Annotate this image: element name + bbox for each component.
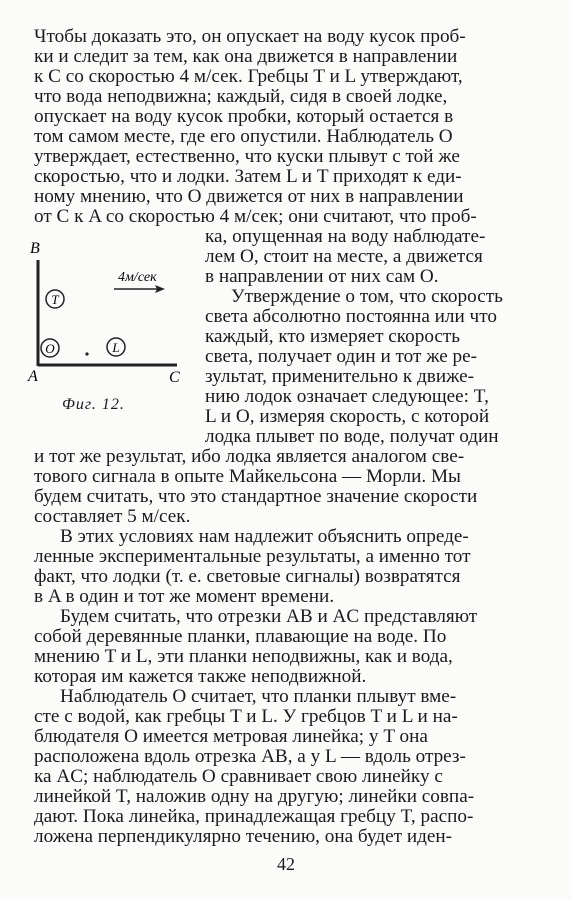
label-a: A (28, 368, 38, 385)
text-line: Будем считать, что отрезки AB и AC представляют (60, 606, 478, 627)
text-line: нию лодок означает следующее: T, (205, 386, 489, 407)
text-line: света абсолютно постоянна или что (205, 306, 497, 327)
text-line: утверждает, естественно, что куски плывут с той же (34, 146, 460, 167)
text-line: которая им кажется также неподвижной. (34, 666, 367, 687)
text-line: скоростью, что и лодки. Затем L и T приходят к еди- (34, 166, 462, 187)
text-line: лодка плывет по воде, получат один (205, 426, 499, 447)
figure-caption: Фиг. 12. (62, 396, 125, 413)
figure-12-diagram (26, 236, 196, 386)
text-line: тового сигнала в опыте Майкельсона — Морли. Мы (34, 466, 461, 487)
page-number: 42 (277, 854, 295, 874)
text-line: от C к A со скоростью 4 м/сек; они считают, что проб- (34, 206, 477, 227)
text-line: мнению T и L, эти планки неподвижны, как и вода, (34, 646, 453, 667)
text-line: сте с водой, как гребцы T и L. У гребцов T и L и на- (34, 706, 458, 727)
text-line: что вода неподвижна; каждый, сидя в своей лодке, (34, 86, 448, 107)
boat-l-label: L (112, 340, 120, 355)
text-line: Утверждение о том, что скорость (231, 286, 503, 307)
text-line: собой деревянные планки, плавающие на воде. По (34, 626, 447, 647)
text-line: том самом месте, где его опустили. Наблюдатель O (34, 126, 453, 147)
text-line: дают. Пока линейка, принадлежащая гребцу T, распо- (34, 806, 474, 827)
boat-o-label: O (45, 341, 55, 356)
text-line: ка, опущенная на воду наблюдате- (205, 226, 486, 247)
speed-label: 4м/сек (118, 270, 157, 285)
text-line: ложена перпендикулярно течению, она будет иден- (34, 826, 453, 847)
text-line: расположена вдоль отрезка AB, а у L — вдоль отрез- (34, 746, 466, 767)
text-line: будем считать, что это стандартное значение скорости (34, 486, 478, 507)
label-c: C (169, 369, 180, 386)
text-line: ки и следит за тем, как она движется в направлении (34, 46, 458, 67)
text-line: Чтобы доказать это, он опускает на воду кусок проб- (34, 26, 466, 47)
boat-t-label: T (51, 292, 59, 307)
text-line: в направлении от них сам O. (205, 266, 439, 287)
text-line: лем O, стоит на месте, а движется (205, 246, 483, 267)
text-line: зультат, применительно к движе- (205, 366, 475, 387)
text-line: и тот же результат, ибо лодка является аналогом све- (34, 446, 465, 467)
text-line: света, получает один и тот же ре- (205, 346, 478, 367)
text-line: к C со скоростью 4 м/сек. Гребцы T и L утверждают, (34, 66, 463, 87)
text-line: факт, что лодки (т. е. световые сигналы) возвратятся (34, 566, 461, 587)
text-line: опускает на воду кусок пробки, который остается в (34, 106, 454, 127)
text-line: В этих условиях нам надлежит объяснить опреде- (60, 526, 469, 547)
text-line: ленные экспериментальные результаты, а именно тот (34, 546, 471, 567)
text-line: Наблюдатель O считает, что планки плывут вме- (60, 686, 457, 707)
text-line: линейкой T, наложив одну на другую; линейки совпа- (34, 786, 475, 807)
text-line: каждый, кто измеряет скорость (205, 326, 461, 347)
marker-dot (85, 352, 88, 355)
label-b: B (30, 240, 40, 257)
text-line: ка AC; наблюдатель O сравнивает свою линейку с (34, 766, 443, 787)
text-line: составляет 5 м/сек. (34, 506, 191, 527)
text-line: L и O, измеряя скорость, с которой (205, 406, 490, 427)
text-line: ному мнению, что O движется от них в направлении (34, 186, 464, 207)
text-line: блюдателя O имеется метровая линейка; у T она (34, 726, 428, 747)
text-line: в A в один и тот же момент времени. (34, 586, 335, 607)
